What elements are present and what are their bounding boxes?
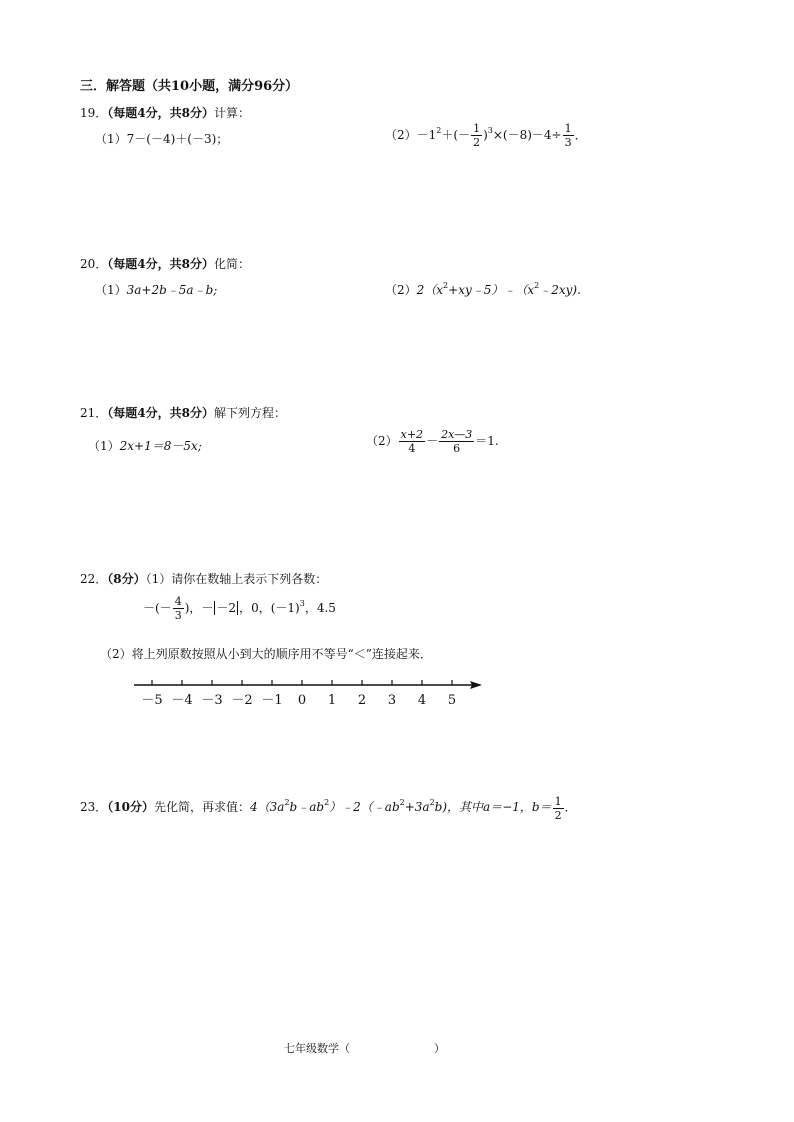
fraction-numerator: 1 [564,122,572,135]
fraction-four-thirds [173,595,184,622]
exponent: 2 [324,798,330,807]
number-list [143,595,336,622]
question-instruction: 化简： [213,257,250,271]
exponent: 3 [487,126,493,135]
tick-label: 0 [297,693,307,708]
math-term: +xy﹣5）﹣（x [448,283,535,297]
part-label: （1） [145,572,172,586]
question-21-part-1 [88,440,202,452]
math-term: 4（3a [250,800,285,814]
question-instruction: 计算： [213,106,250,120]
tick-label: －5 [141,693,163,708]
question-points: （每题4分，共8分） [107,406,214,420]
question-19-part-1 [95,133,228,145]
math-term: ×(－8)－4÷ [492,128,562,142]
math-term: 2（x [416,283,444,297]
part-label: （1） [95,283,127,297]
fraction-one-third [563,122,574,149]
separator: ， [239,601,252,615]
tick-label: －4 [171,693,193,708]
tick-label: －2 [231,693,253,708]
question-21-header [80,407,286,419]
question-points: （10分） [107,800,154,814]
page-footer [284,1043,445,1054]
math-term: 4.5 [316,601,336,615]
tick-label: 5 [447,693,457,708]
question-22-header [80,573,327,585]
question-number: 22． [80,572,108,586]
fraction-denominator: 6 [453,442,461,455]
fraction-denominator: 4 [408,442,416,455]
question-22-part-2 [100,648,432,660]
question-20-part-1 [95,284,217,296]
part-label: （2） [366,434,398,448]
fraction-denominator: 2 [554,809,562,822]
math-term: ． [574,128,587,142]
question-20-header [80,258,250,270]
math-term: ＝1. [475,434,499,448]
fraction-denominator: 3 [174,609,182,622]
math-term: ）﹣2（﹣ab [329,800,400,814]
math-term: －2 [216,601,237,615]
separator: ， [304,601,317,615]
question-number: 21． [80,406,108,420]
fraction-numerator: x+2 [400,428,424,441]
fraction-numerator: 1 [473,122,481,135]
exponent: 2 [429,798,435,807]
fraction-x-plus-2-over-4 [399,428,425,455]
math-expression: 7－(－4)＋(－3)； [126,132,229,146]
question-instruction: 先化简，再求值： [153,800,250,814]
question-points: （每题4分，共8分） [107,106,214,120]
question-number: 19． [80,106,108,120]
tick-label: 1 [327,693,337,708]
question-23 [80,795,577,822]
question-21-part-2 [366,428,499,455]
part-label: （1） [95,132,127,146]
tick-label: 3 [387,693,397,708]
separator: ， [258,601,271,615]
exponent: 2 [534,281,540,290]
fraction-denominator: 3 [564,136,572,149]
math-term: +3a [404,800,430,814]
number-line [130,674,482,710]
fraction-one-half [553,795,564,822]
footer-close-paren: ） [434,1042,445,1055]
math-term: －1 [416,128,437,142]
number-line-svg [130,678,482,692]
question-points: （每题4分，共8分） [107,257,214,271]
math-expression: 3a+2b﹣5a﹣b; [126,283,218,297]
footer-label: 七年级数学（ [284,1042,350,1055]
tick-marks [152,680,452,685]
math-term: ) [483,128,488,142]
exponent: 2 [436,126,442,135]
separator: ， [189,601,202,615]
math-term: ﹣2xy). [539,283,581,297]
math-term: ) [184,601,190,615]
math-term: 0 [251,601,259,615]
exponent: 2 [284,798,290,807]
part-label: （1） [88,439,120,453]
part-label: （2） [385,283,417,297]
math-term: －(－ [143,601,172,615]
math-term: b﹣ab [289,800,325,814]
question-19-part-2 [385,122,587,149]
absolute-value-bar [237,601,238,615]
question-number: 23． [80,800,108,814]
fraction-one-half [471,122,482,149]
part-label: （2） [385,128,417,142]
math-expression: 2x+1＝8－5x; [119,439,202,453]
question-19-header [80,107,250,119]
tick-label: －3 [201,693,223,708]
fraction-denominator: 2 [473,136,481,149]
math-term: － [426,434,439,448]
fraction-2x-minus-3-over-6 [439,428,474,455]
fraction-numerator: 1 [554,795,562,808]
exponent: 2 [399,798,405,807]
math-term: ＋(－ [441,128,471,142]
math-term: (－1) [270,601,300,615]
section-title: 三．解答题（共10小题，满分96分） [80,79,299,94]
math-term: b)，其中 [434,800,484,814]
tick-label: 2 [357,693,367,708]
question-instruction: 请你在数轴上表示下列各数： [171,572,328,586]
question-instruction: 解下列方程： [213,406,286,420]
fraction-numerator: 4 [174,595,182,608]
tick-label: －1 [261,693,283,708]
question-points: （8分） [107,572,146,586]
question-number: 20． [80,257,108,271]
exponent: 3 [299,599,305,608]
question-instruction: 将上列原数按照从小到大的顺序用不等号“＜”连接起来． [131,647,432,661]
tick-label: 4 [417,693,427,708]
question-20-part-2 [385,281,581,297]
math-term: － [201,601,214,615]
fraction-numerator: 2x—3 [441,428,473,441]
math-condition: a＝−1，b＝ [483,800,552,814]
part-label: （2） [100,647,132,661]
exponent: 2 [443,281,449,290]
math-term: ． [564,800,577,814]
